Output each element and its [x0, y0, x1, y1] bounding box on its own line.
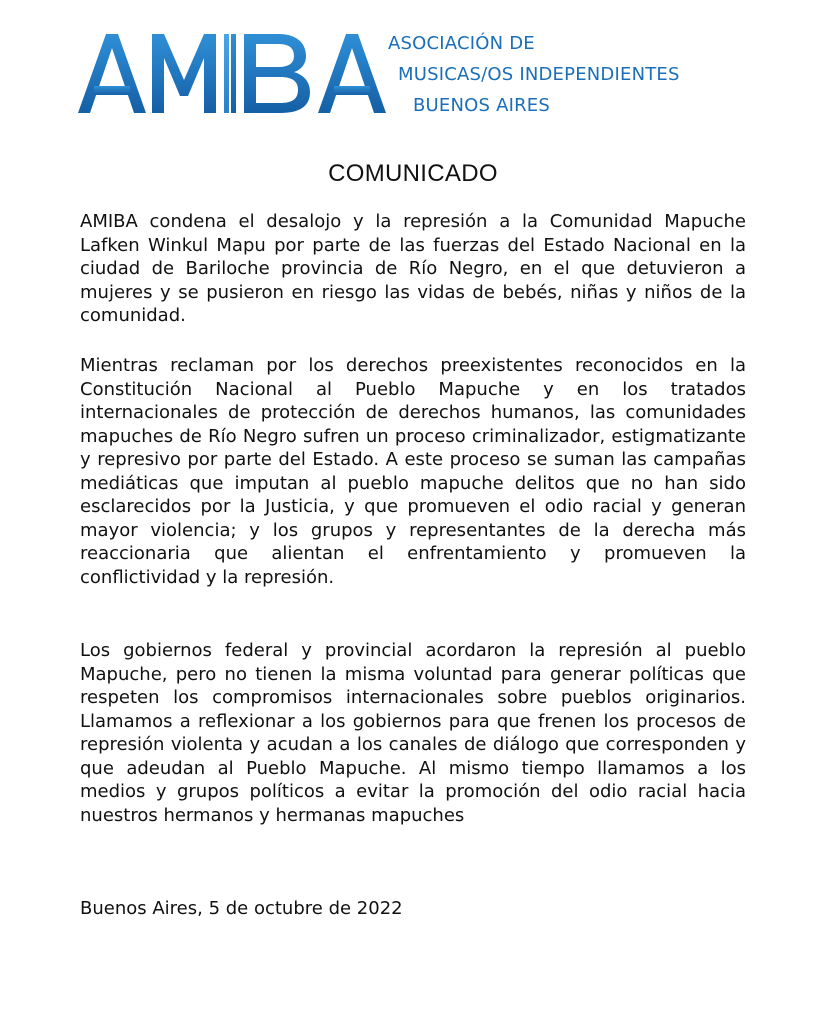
- org-name-line-1: ASOCIACIÓN DE: [388, 33, 535, 54]
- paragraph-1: AMIBA condena el desalojo y la represión a la Comunidad Mapuche Lafken Winkul Mapu por parte de las fuerzas del Estado Nacional en la ciudad de Bariloche provincia de Río Negro, en el que detuvieron a mujeres y se pusieron en riesgo las vidas de bebés, niñas y niños de la comunidad.: [80, 211, 746, 326]
- letterhead: [78, 30, 718, 120]
- date-signature: Buenos Aires, 5 de octubre de 2022: [80, 898, 403, 919]
- paragraph-3: Los gobiernos federal y provincial acordaron la represión al pueblo Mapuche, pero no tienen la misma voluntad para generar políticas que respeten los compromisos internacionales sobre pueblos originarios. Llamamos a reflexionar a los gobiernos para que frenen los procesos de represión violenta y acudan a los canales de diálogo que corresponden y que adeudan al Pueblo Mapuche. Al mismo tiempo llamamos a los medios y grupos políticos a evitar la promoción del odio racial hacia nuestros hermanos y hermanas mapuches: [80, 640, 746, 826]
- paragraph-2: Mientras reclaman por los derechos preexistentes reconocidos en la Constitución Nacional al Pueblo Mapuche y en los tratados internacionales de protección de derechos humanos, las comunidades mapuches de Río Negro sufren un proceso criminalizador, estigmatizante y represivo por parte del Estado. A este proceso se suman las campañas mediáticas que imputan al pueblo mapuche delitos que no han sido esclarecidos por la Justicia, y que promueven el odio racial y generan mayor violencia; y los grupos y representantes de la derecha más reaccionaria que alientan el enfrentamiento y promueven la conflictividad y la represión.: [80, 355, 746, 588]
- document-title: COMUNICADO: [328, 160, 498, 187]
- org-name-line-3: BUENOS AIRES: [413, 95, 551, 116]
- org-name-line-2: MUSICAS/OS INDEPENDIENTES: [398, 64, 680, 85]
- amiba-logo: [78, 30, 398, 120]
